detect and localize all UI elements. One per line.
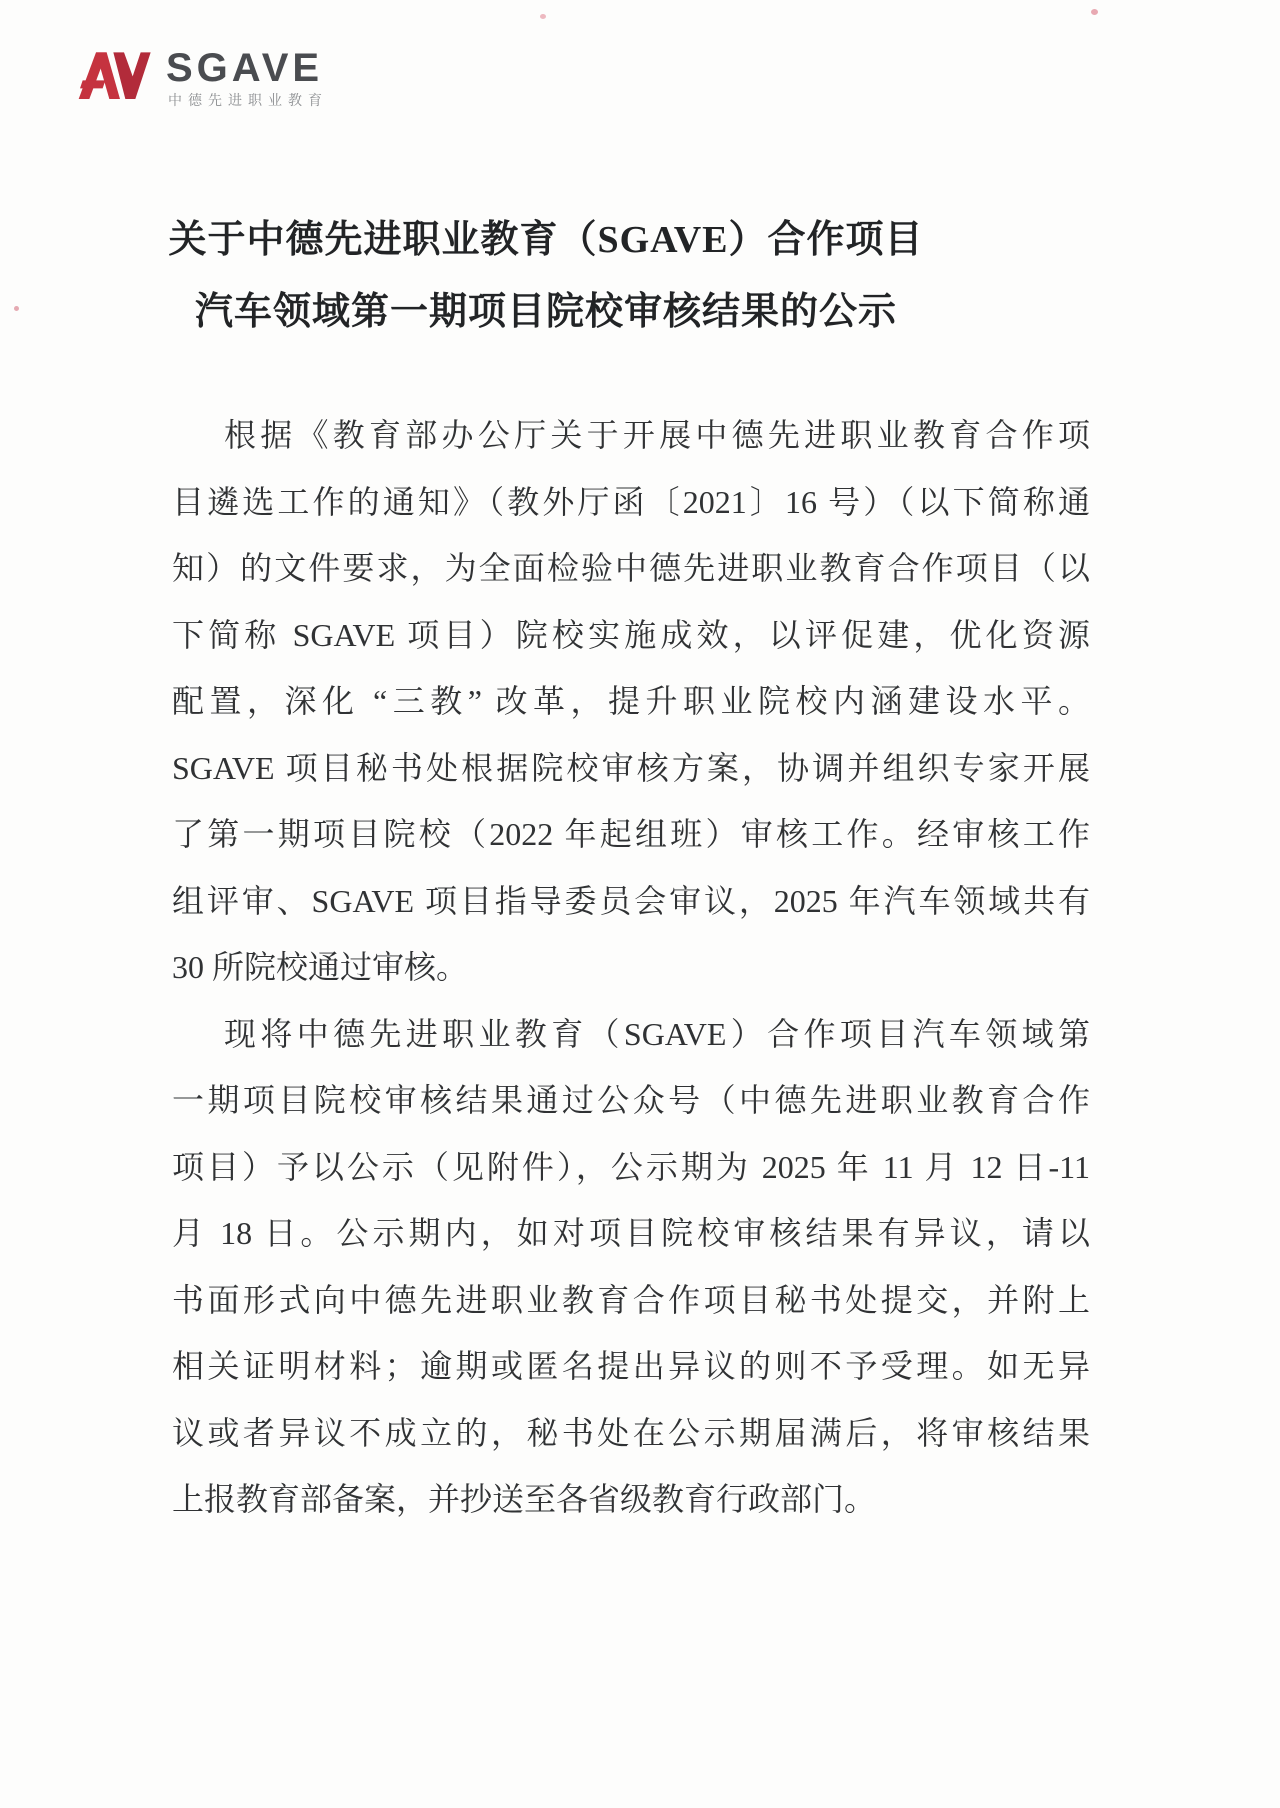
body-line: 配置，深化 “三教” 改革，提升职业院校内涵建设水平。 xyxy=(172,683,1090,719)
scan-speck xyxy=(1091,9,1098,15)
body-line: 项目）予以公示（见附件），公示期为 2025 年 11 月 12 日-11 xyxy=(172,1148,1090,1185)
body-line: 根据《教育部办公厅关于开展中德先进职业教育合作项 xyxy=(224,417,1090,453)
body-line: 现将中德先进职业教育（SGAVE）合作项目汽车领域第 xyxy=(224,1015,1090,1052)
scan-speck xyxy=(540,14,546,19)
document-title xyxy=(0,204,1092,348)
body-line: SGAVE 项目秘书处根据院校审核方案，协调并组织专家开展 xyxy=(172,749,1090,786)
body-line: 书面形式向中德先进职业教育合作项目秘书处提交，并附上 xyxy=(172,1281,1090,1318)
document-body xyxy=(172,402,1090,1533)
brand-name: SGAVE xyxy=(166,46,324,90)
body-line: 相关证明材料；逾期或匿名提出异议的则不予受理。如无异 xyxy=(172,1348,1090,1384)
body-line: 上报教育部备案，并抄送至各省级教育行政部门。 xyxy=(172,1481,877,1517)
body-line: 目遴选工作的通知》（教外厅函〔2021〕16 号）（以下简称通 xyxy=(172,483,1090,520)
body-line: 月 18 日。公示期内，如对项目院校审核结果有异议，请以 xyxy=(172,1215,1090,1251)
body-line: 组评审、SGAVE 项目指导委员会审议，2025 年汽车领域共有 xyxy=(172,882,1090,919)
body-line: 30 所院校通过审核。 xyxy=(172,949,469,985)
body-line: 议或者异议不成立的，秘书处在公示期届满后，将审核结果 xyxy=(172,1414,1090,1451)
title-line-2: 汽车领域第一期项目院校审核结果的公示 xyxy=(194,291,897,333)
body-line: 一期项目院校审核结果通过公众号（中德先进职业教育合作 xyxy=(172,1082,1090,1118)
body-line: 知）的文件要求，为全面检验中德先进职业教育合作项目（以 xyxy=(172,550,1090,586)
sgave-logo-mark-icon xyxy=(72,44,152,106)
title-line-1: 关于中德先进职业教育（SGAVE）合作项目 xyxy=(168,219,924,261)
body-line: 了第一期项目院校（2022 年起组班）审核工作。经审核工作 xyxy=(172,816,1090,852)
body-line: 下简称 SGAVE 项目）院校实施成效，以评促建，优化资源 xyxy=(172,616,1090,653)
brand-subtitle: 中德先进职业教育 xyxy=(168,92,328,108)
